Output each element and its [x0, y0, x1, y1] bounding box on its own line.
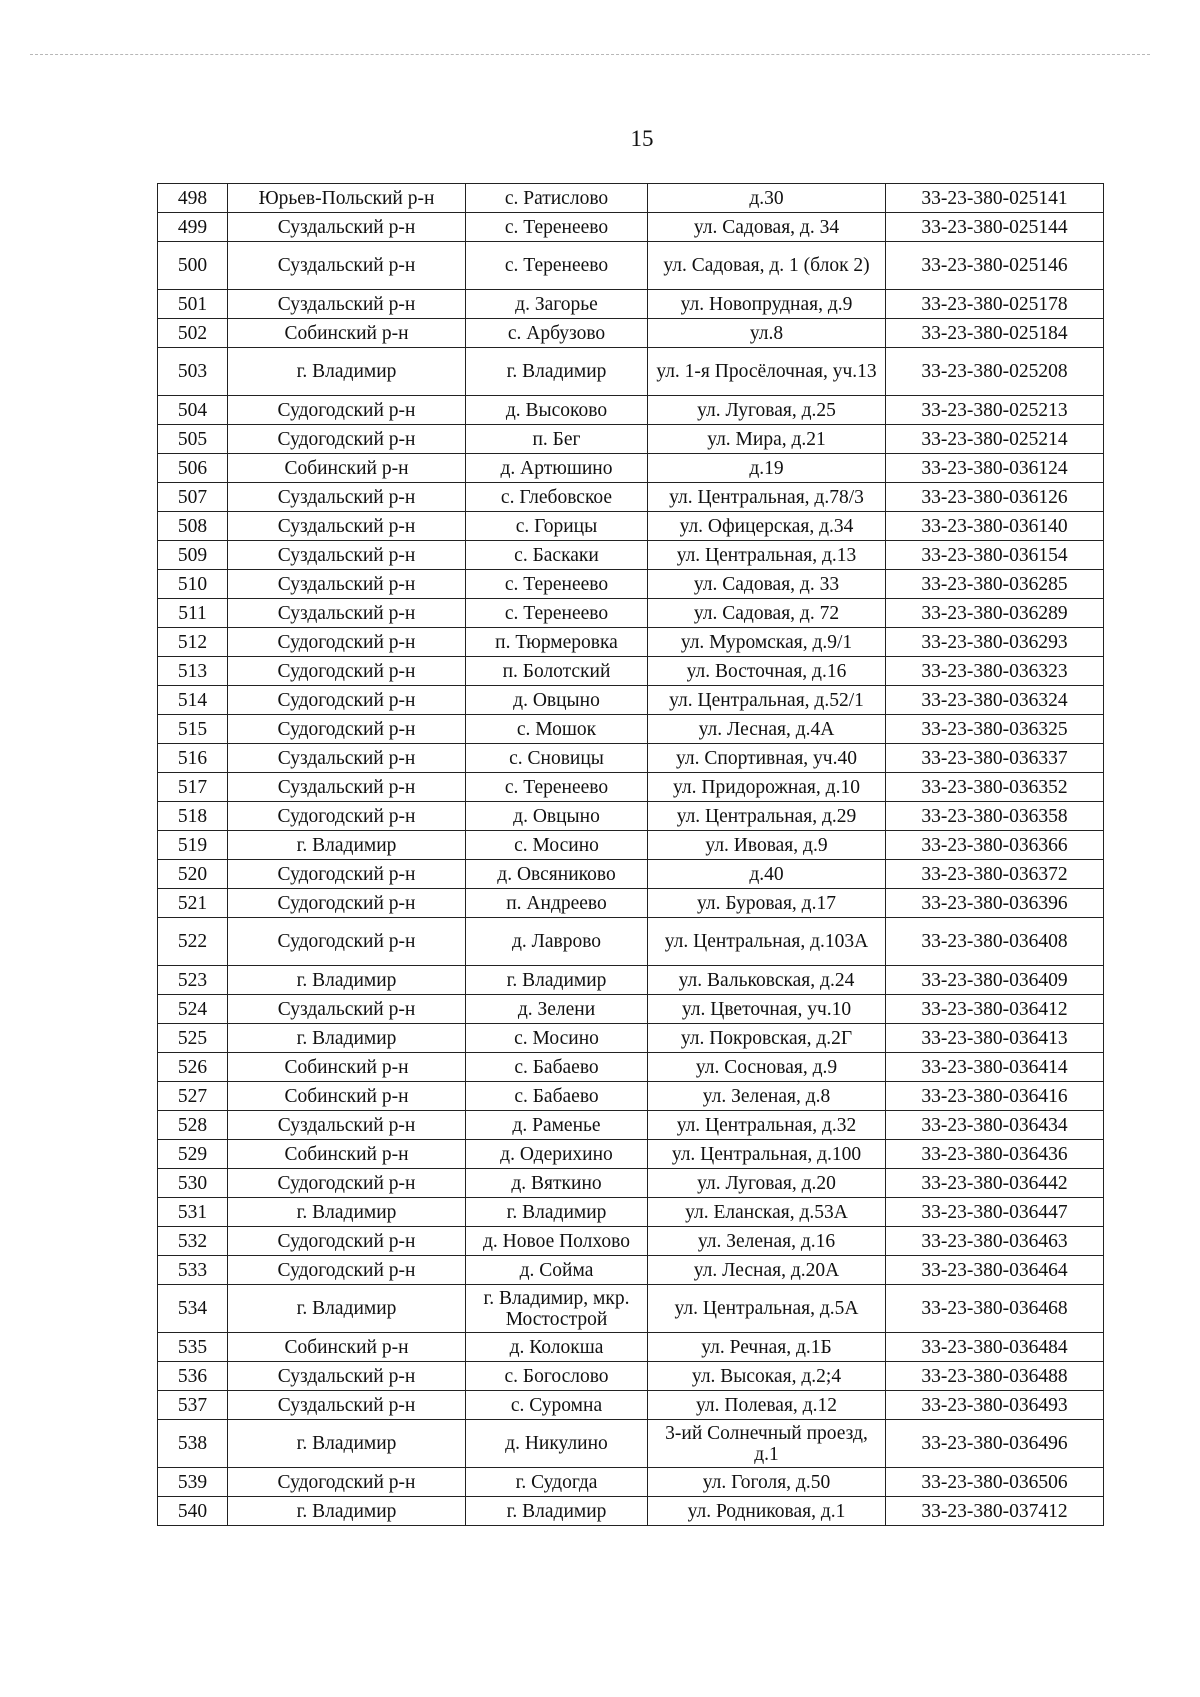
row-number-cell: 539: [158, 1468, 228, 1497]
table-row: [158, 483, 1104, 512]
district-cell: г. Владимир: [228, 1497, 466, 1526]
cadastral-number-cell: 33-23-380-036493: [886, 1391, 1104, 1420]
table-row: [158, 1169, 1104, 1198]
table-row: [158, 802, 1104, 831]
district-cell: Судогодский р-н: [228, 802, 466, 831]
table-row: [158, 1227, 1104, 1256]
row-number-cell: 508: [158, 512, 228, 541]
row-number-cell: 532: [158, 1227, 228, 1256]
row-number-cell: 521: [158, 889, 228, 918]
row-number-cell: 520: [158, 860, 228, 889]
district-cell: г. Владимир: [228, 966, 466, 995]
row-number-cell: 535: [158, 1333, 228, 1362]
table-row: [158, 599, 1104, 628]
row-number-cell: 514: [158, 686, 228, 715]
table-row: [158, 1082, 1104, 1111]
cadastral-number-cell: 33-23-380-036468: [886, 1285, 1104, 1333]
locality-cell: д. Колокша: [466, 1333, 648, 1362]
cadastral-number-cell: 33-23-380-036126: [886, 483, 1104, 512]
cadastral-number-cell: 33-23-380-036506: [886, 1468, 1104, 1497]
district-cell: Суздальский р-н: [228, 290, 466, 319]
table-row: [158, 242, 1104, 290]
district-cell: Суздальский р-н: [228, 512, 466, 541]
table-row: [158, 1362, 1104, 1391]
address-cell: ул. Высокая, д.2;4: [648, 1362, 886, 1391]
address-cell: ул. Садовая, д. 34: [648, 213, 886, 242]
locality-cell: п. Бег: [466, 425, 648, 454]
address-cell: 3-ий Солнечный проезд, д.1: [648, 1420, 886, 1468]
cadastral-number-cell: 33-23-380-036352: [886, 773, 1104, 802]
locality-cell: г. Судогда: [466, 1468, 648, 1497]
locality-cell: с. Мосино: [466, 831, 648, 860]
address-cell: ул. Зеленая, д.16: [648, 1227, 886, 1256]
table-row: [158, 657, 1104, 686]
district-cell: Собинский р-н: [228, 1140, 466, 1169]
cadastral-number-cell: 33-23-380-036416: [886, 1082, 1104, 1111]
row-number-cell: 506: [158, 454, 228, 483]
district-cell: Судогодский р-н: [228, 715, 466, 744]
cadastral-number-cell: 33-23-380-025213: [886, 396, 1104, 425]
cadastral-number-cell: 33-23-380-036413: [886, 1024, 1104, 1053]
cadastral-number-cell: 33-23-380-036408: [886, 918, 1104, 966]
cadastral-number-cell: 33-23-380-036293: [886, 628, 1104, 657]
cadastral-number-cell: 33-23-380-036124: [886, 454, 1104, 483]
cadastral-number-cell: 33-23-380-036463: [886, 1227, 1104, 1256]
address-cell: д.19: [648, 454, 886, 483]
table-row: [158, 1198, 1104, 1227]
locality-cell: д. Лаврово: [466, 918, 648, 966]
table-row: [158, 773, 1104, 802]
address-cell: ул. Муромская, д.9/1: [648, 628, 886, 657]
district-cell: Судогодский р-н: [228, 628, 466, 657]
registry-table-body: [158, 184, 1104, 1526]
locality-cell: п. Андреево: [466, 889, 648, 918]
address-cell: ул. Центральная, д.52/1: [648, 686, 886, 715]
cadastral-number-cell: 33-23-380-036484: [886, 1333, 1104, 1362]
table-row: [158, 1333, 1104, 1362]
locality-cell: с. Глебовское: [466, 483, 648, 512]
table-row: [158, 1391, 1104, 1420]
district-cell: г. Владимир: [228, 1285, 466, 1333]
row-number-cell: 510: [158, 570, 228, 599]
locality-cell: с. Теренеево: [466, 570, 648, 599]
address-cell: ул. Ивовая, д.9: [648, 831, 886, 860]
cadastral-number-cell: 33-23-380-036325: [886, 715, 1104, 744]
district-cell: Судогодский р-н: [228, 889, 466, 918]
address-cell: д.30: [648, 184, 886, 213]
cadastral-number-cell: 33-23-380-025146: [886, 242, 1104, 290]
district-cell: Суздальский р-н: [228, 570, 466, 599]
district-cell: Суздальский р-н: [228, 773, 466, 802]
cadastral-number-cell: 33-23-380-036447: [886, 1198, 1104, 1227]
row-number-cell: 524: [158, 995, 228, 1024]
district-cell: г. Владимир: [228, 1198, 466, 1227]
row-number-cell: 538: [158, 1420, 228, 1468]
cadastral-number-cell: 33-23-380-036324: [886, 686, 1104, 715]
district-cell: Собинский р-н: [228, 454, 466, 483]
table-row: [158, 860, 1104, 889]
table-row: [158, 454, 1104, 483]
district-cell: Судогодский р-н: [228, 1169, 466, 1198]
locality-cell: д. Овсяниково: [466, 860, 648, 889]
locality-cell: с. Теренеево: [466, 242, 648, 290]
district-cell: Собинский р-н: [228, 1082, 466, 1111]
locality-cell: д. Раменье: [466, 1111, 648, 1140]
scan-artifact-line: [30, 54, 1150, 55]
row-number-cell: 498: [158, 184, 228, 213]
district-cell: г. Владимир: [228, 1420, 466, 1468]
address-cell: ул. Садовая, д. 1 (блок 2): [648, 242, 886, 290]
locality-cell: г. Владимир, мкр. Мостострой: [466, 1285, 648, 1333]
table-row: [158, 184, 1104, 213]
cadastral-number-cell: 33-23-380-025184: [886, 319, 1104, 348]
district-cell: г. Владимир: [228, 831, 466, 860]
table-row: [158, 918, 1104, 966]
row-number-cell: 536: [158, 1362, 228, 1391]
row-number-cell: 505: [158, 425, 228, 454]
cadastral-number-cell: 33-23-380-036289: [886, 599, 1104, 628]
cadastral-number-cell: 33-23-380-036140: [886, 512, 1104, 541]
locality-cell: г. Владимир: [466, 1198, 648, 1227]
district-cell: Судогодский р-н: [228, 1227, 466, 1256]
district-cell: г. Владимир: [228, 1024, 466, 1053]
district-cell: Суздальский р-н: [228, 1111, 466, 1140]
district-cell: Суздальский р-н: [228, 995, 466, 1024]
cadastral-number-cell: 33-23-380-025141: [886, 184, 1104, 213]
table-row: [158, 290, 1104, 319]
district-cell: Суздальский р-н: [228, 213, 466, 242]
district-cell: Собинский р-н: [228, 1333, 466, 1362]
address-cell: ул. Восточная, д.16: [648, 657, 886, 686]
row-number-cell: 499: [158, 213, 228, 242]
table-row: [158, 213, 1104, 242]
cadastral-number-cell: 33-23-380-036285: [886, 570, 1104, 599]
cadastral-number-cell: 33-23-380-036154: [886, 541, 1104, 570]
district-cell: Суздальский р-н: [228, 242, 466, 290]
cadastral-number-cell: 33-23-380-036337: [886, 744, 1104, 773]
district-cell: Юрьев-Польский р-н: [228, 184, 466, 213]
row-number-cell: 500: [158, 242, 228, 290]
row-number-cell: 537: [158, 1391, 228, 1420]
row-number-cell: 501: [158, 290, 228, 319]
row-number-cell: 531: [158, 1198, 228, 1227]
address-cell: ул. Лесная, д.20А: [648, 1256, 886, 1285]
address-cell: ул. Новопрудная, д.9: [648, 290, 886, 319]
address-cell: ул. Придорожная, д.10: [648, 773, 886, 802]
cadastral-number-cell: 33-23-380-036409: [886, 966, 1104, 995]
address-cell: ул. Садовая, д. 33: [648, 570, 886, 599]
table-row: [158, 425, 1104, 454]
cadastral-number-cell: 33-23-380-036358: [886, 802, 1104, 831]
row-number-cell: 507: [158, 483, 228, 512]
row-number-cell: 527: [158, 1082, 228, 1111]
locality-cell: д. Загорье: [466, 290, 648, 319]
table-row: [158, 512, 1104, 541]
row-number-cell: 528: [158, 1111, 228, 1140]
address-cell: ул. Буровая, д.17: [648, 889, 886, 918]
row-number-cell: 509: [158, 541, 228, 570]
cadastral-number-cell: 33-23-380-025178: [886, 290, 1104, 319]
locality-cell: с. Бабаево: [466, 1053, 648, 1082]
locality-cell: с. Теренеево: [466, 773, 648, 802]
locality-cell: с. Арбузово: [466, 319, 648, 348]
district-cell: г. Владимир: [228, 348, 466, 396]
district-cell: Судогодский р-н: [228, 1256, 466, 1285]
address-cell: ул. Речная, д.1Б: [648, 1333, 886, 1362]
address-cell: ул. Полевая, д.12: [648, 1391, 886, 1420]
row-number-cell: 534: [158, 1285, 228, 1333]
locality-cell: с. Бабаево: [466, 1082, 648, 1111]
row-number-cell: 519: [158, 831, 228, 860]
district-cell: Судогодский р-н: [228, 396, 466, 425]
address-cell: ул. Покровская, д.2Г: [648, 1024, 886, 1053]
table-row: [158, 319, 1104, 348]
row-number-cell: 517: [158, 773, 228, 802]
locality-cell: с. Богослово: [466, 1362, 648, 1391]
locality-cell: п. Болотский: [466, 657, 648, 686]
table-row: [158, 1053, 1104, 1082]
locality-cell: с. Сновицы: [466, 744, 648, 773]
address-cell: ул. Центральная, д.5А: [648, 1285, 886, 1333]
district-cell: Собинский р-н: [228, 1053, 466, 1082]
address-cell: ул. Садовая, д. 72: [648, 599, 886, 628]
address-cell: ул. Вальковская, д.24: [648, 966, 886, 995]
row-number-cell: 523: [158, 966, 228, 995]
table-row: [158, 1140, 1104, 1169]
address-cell: ул. Цветочная, уч.10: [648, 995, 886, 1024]
table-row: [158, 889, 1104, 918]
table-row: [158, 1111, 1104, 1140]
locality-cell: с. Теренеево: [466, 213, 648, 242]
table-row: [158, 570, 1104, 599]
locality-cell: г. Владимир: [466, 348, 648, 396]
cadastral-number-cell: 33-23-380-036496: [886, 1420, 1104, 1468]
locality-cell: д. Новое Полхово: [466, 1227, 648, 1256]
row-number-cell: 504: [158, 396, 228, 425]
locality-cell: г. Владимир: [466, 1497, 648, 1526]
address-cell: ул. 1-я Просёлочная, уч.13: [648, 348, 886, 396]
cadastral-number-cell: 33-23-380-036488: [886, 1362, 1104, 1391]
table-row: [158, 1256, 1104, 1285]
row-number-cell: 518: [158, 802, 228, 831]
address-cell: ул. Центральная, д.13: [648, 541, 886, 570]
district-cell: Судогодский р-н: [228, 425, 466, 454]
row-number-cell: 526: [158, 1053, 228, 1082]
district-cell: Судогодский р-н: [228, 918, 466, 966]
district-cell: Собинский р-н: [228, 319, 466, 348]
district-cell: Судогодский р-н: [228, 860, 466, 889]
district-cell: Суздальский р-н: [228, 1362, 466, 1391]
row-number-cell: 511: [158, 599, 228, 628]
table-row: [158, 744, 1104, 773]
address-cell: ул. Луговая, д.25: [648, 396, 886, 425]
cadastral-number-cell: 33-23-380-036412: [886, 995, 1104, 1024]
address-cell: ул. Спортивная, уч.40: [648, 744, 886, 773]
table-row: [158, 1497, 1104, 1526]
address-cell: ул. Еланская, д.53А: [648, 1198, 886, 1227]
address-cell: ул. Родниковая, д.1: [648, 1497, 886, 1526]
row-number-cell: 540: [158, 1497, 228, 1526]
row-number-cell: 522: [158, 918, 228, 966]
locality-cell: с. Ратислово: [466, 184, 648, 213]
address-cell: ул.8: [648, 319, 886, 348]
cadastral-number-cell: 33-23-380-036372: [886, 860, 1104, 889]
table-row: [158, 1024, 1104, 1053]
locality-cell: с. Теренеево: [466, 599, 648, 628]
row-number-cell: 515: [158, 715, 228, 744]
cadastral-number-cell: 33-23-380-036323: [886, 657, 1104, 686]
locality-cell: п. Тюрмеровка: [466, 628, 648, 657]
table-row: [158, 396, 1104, 425]
page-number: [0, 126, 1200, 152]
address-cell: ул. Мира, д.21: [648, 425, 886, 454]
page-number-text: 15: [630, 126, 654, 151]
locality-cell: г. Владимир: [466, 966, 648, 995]
district-cell: Судогодский р-н: [228, 1468, 466, 1497]
district-cell: Суздальский р-н: [228, 483, 466, 512]
cadastral-number-cell: 33-23-380-036434: [886, 1111, 1104, 1140]
row-number-cell: 533: [158, 1256, 228, 1285]
district-cell: Судогодский р-н: [228, 657, 466, 686]
registry-table: [157, 183, 1104, 1526]
table-row: [158, 966, 1104, 995]
table-row: [158, 995, 1104, 1024]
locality-cell: д. Никулино: [466, 1420, 648, 1468]
locality-cell: д. Вяткино: [466, 1169, 648, 1198]
address-cell: ул. Сосновая, д.9: [648, 1053, 886, 1082]
table-row: [158, 715, 1104, 744]
cadastral-number-cell: 33-23-380-036366: [886, 831, 1104, 860]
address-cell: ул. Лесная, д.4А: [648, 715, 886, 744]
table-row: [158, 686, 1104, 715]
address-cell: ул. Гоголя, д.50: [648, 1468, 886, 1497]
district-cell: Суздальский р-н: [228, 744, 466, 773]
locality-cell: с. Суромна: [466, 1391, 648, 1420]
address-cell: ул. Центральная, д.100: [648, 1140, 886, 1169]
table-row: [158, 1420, 1104, 1468]
district-cell: Судогодский р-н: [228, 686, 466, 715]
cadastral-number-cell: 33-23-380-036414: [886, 1053, 1104, 1082]
locality-cell: с. Мошок: [466, 715, 648, 744]
locality-cell: д. Сойма: [466, 1256, 648, 1285]
row-number-cell: 502: [158, 319, 228, 348]
locality-cell: с. Баскаки: [466, 541, 648, 570]
row-number-cell: 530: [158, 1169, 228, 1198]
locality-cell: д. Одерихино: [466, 1140, 648, 1169]
locality-cell: с. Мосино: [466, 1024, 648, 1053]
locality-cell: д. Артюшино: [466, 454, 648, 483]
locality-cell: д. Зелени: [466, 995, 648, 1024]
address-cell: ул. Офицерская, д.34: [648, 512, 886, 541]
table-row: [158, 1285, 1104, 1333]
address-cell: ул. Центральная, д.103А: [648, 918, 886, 966]
address-cell: ул. Центральная, д.32: [648, 1111, 886, 1140]
cadastral-number-cell: 33-23-380-025214: [886, 425, 1104, 454]
table-row: [158, 541, 1104, 570]
district-cell: Суздальский р-н: [228, 1391, 466, 1420]
address-cell: ул. Центральная, д.29: [648, 802, 886, 831]
table-row: [158, 348, 1104, 396]
district-cell: Суздальский р-н: [228, 599, 466, 628]
row-number-cell: 516: [158, 744, 228, 773]
row-number-cell: 503: [158, 348, 228, 396]
table-row: [158, 1468, 1104, 1497]
address-cell: ул. Зеленая, д.8: [648, 1082, 886, 1111]
cadastral-number-cell: 33-23-380-036442: [886, 1169, 1104, 1198]
address-cell: ул. Луговая, д.20: [648, 1169, 886, 1198]
locality-cell: с. Горицы: [466, 512, 648, 541]
district-cell: Суздальский р-н: [228, 541, 466, 570]
cadastral-number-cell: 33-23-380-036396: [886, 889, 1104, 918]
row-number-cell: 512: [158, 628, 228, 657]
row-number-cell: 513: [158, 657, 228, 686]
locality-cell: д. Овцыно: [466, 802, 648, 831]
cadastral-number-cell: 33-23-380-037412: [886, 1497, 1104, 1526]
cadastral-number-cell: 33-23-380-036436: [886, 1140, 1104, 1169]
row-number-cell: 529: [158, 1140, 228, 1169]
cadastral-number-cell: 33-23-380-036464: [886, 1256, 1104, 1285]
address-cell: ул. Центральная, д.78/3: [648, 483, 886, 512]
table-row: [158, 831, 1104, 860]
table-row: [158, 628, 1104, 657]
locality-cell: д. Овцыно: [466, 686, 648, 715]
address-cell: д.40: [648, 860, 886, 889]
cadastral-number-cell: 33-23-380-025208: [886, 348, 1104, 396]
cadastral-number-cell: 33-23-380-025144: [886, 213, 1104, 242]
row-number-cell: 525: [158, 1024, 228, 1053]
locality-cell: д. Высоково: [466, 396, 648, 425]
